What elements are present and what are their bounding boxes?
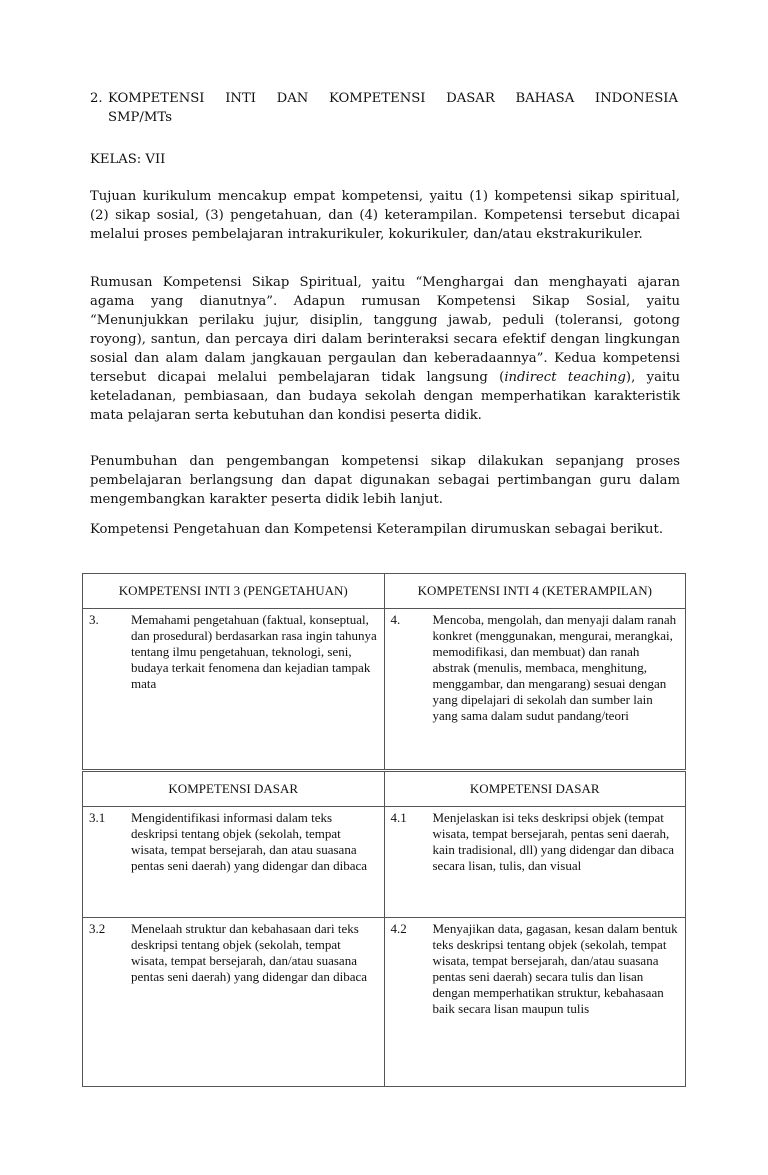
table-header-kd-right: KOMPETENSI DASAR — [384, 772, 686, 807]
paragraph-text: ), yaitu keteladanan, pembiasaan, dan budaya sekolah dengan memperhatikan karakteristik mata pelajaran serta kebutuhan dan kondisi peserta didik. — [90, 370, 680, 423]
item-text: Mengidentifikasi informasi dalam teks deskripsi tentang objek (sekolah, tempat wisata, tempat bersejarah, dan atau suasana pentas seni daerah) yang didengar dan dibaca — [131, 810, 368, 873]
table-header-ki3: KOMPETENSI INTI 3 (PENGETAHUAN) — [83, 574, 385, 609]
item-number: 4.2 — [390, 921, 407, 936]
item-number: 3.1 — [89, 810, 106, 825]
item-text: Menelaah struktur dan kebahasaan dari teks deskripsi tentang objek (sekolah, tempat wisata, tempat bersejarah, dan/atau suasana pentas seni daerah) yang didengar dan dibaca — [131, 921, 368, 984]
paragraph-intro-table: Kompetensi Pengetahuan dan Kompetensi Keterampilan dirumuskan sebagai berikut. — [90, 522, 664, 537]
item-number: 4.1 — [390, 810, 407, 825]
table-cell-kd-3-2 — [83, 918, 385, 1087]
paragraph-attitude-competence — [90, 273, 680, 425]
item-text: Menyajikan data, gagasan, kesan dalam bentuk teks deskripsi tentang objek (sekolah, tempat wisata, tempat bersejarah, dan/atau suasana pentas seni daerah) secara tulis dan lisan dengan memperhatikan struktur, kebahasaan baik secara lisan maupun tulis — [432, 921, 678, 1016]
paragraph-curriculum-goals: Tujuan kurikulum mencakup empat kompetensi, yaitu (1) kompetensi sikap spiritual, (2) sikap sosial, (3) pengetahuan, dan (4) keterampilan. Kompetensi tersebut dicapai melalui proses pembelajaran intrakurikuler, kokurikuler, dan/atau ekstrakurikuler. — [90, 189, 680, 242]
class-label: KELAS: VII — [90, 152, 166, 167]
italic-term: indirect teaching — [504, 370, 626, 385]
paragraph-attitude-development: Penumbuhan dan pengembangan kompetensi sikap dilakukan sepanjang proses pembelajaran berlangsung dan dapat digunakan sebagai pertimbangan guru dalam mengembangkan karakter peserta didik lebih lanjut. — [90, 454, 680, 507]
item-number: 4. — [390, 612, 401, 627]
item-number: 3. — [89, 612, 99, 627]
item-text: Menjelaskan isi teks deskripsi objek (tempat wisata, tempat bersejarah, pentas seni daerah, kain tradisional, dll) yang didengar dan dibaca secara lisan, tulis, dan visual — [432, 810, 675, 873]
section-title-line2: SMP/MTs — [108, 110, 172, 125]
section-number: 2. — [90, 91, 103, 106]
table-cell-ki3 — [83, 609, 385, 770]
basic-competence-table — [82, 771, 686, 1087]
item-number: 3.2 — [89, 921, 106, 936]
section-title-line1: KOMPETENSI INTI DAN KOMPETENSI DASAR BAHASA INDONESIA — [108, 91, 678, 106]
table-header-ki4: KOMPETENSI INTI 4 (KETERAMPILAN) — [384, 574, 686, 609]
table-header-kd-left: KOMPETENSI DASAR — [83, 772, 385, 807]
core-competence-table — [82, 573, 686, 770]
section-heading — [90, 89, 680, 127]
table-cell-kd-3-1 — [83, 807, 385, 918]
item-text: Memahami pengetahuan (faktual, konseptual, dan prosedural) berdasarkan rasa ingin tahunya tentang ilmu pengetahuan, teknologi, seni, budaya terkait fenomena dan kejadian tampak mata — [131, 612, 377, 691]
table-cell-kd-4-2 — [384, 918, 686, 1087]
table-cell-ki4 — [384, 609, 686, 770]
table-cell-kd-4-1 — [384, 807, 686, 918]
paragraph-text: Rumusan Kompetensi Sikap Spiritual, yaitu “Menghargai dan menghayati ajaran agama yang dianutnya”. Adapun rumusan Kompetensi Sikap Sosial, yaitu “Menunjukkan perilaku jujur, disiplin, tanggung jawab, peduli (toleransi, gotong royong), santun, dan percaya diri dalam berinteraksi secara efektif dengan lingkungan sosial dan alam dalam jangkauan pergaulan dan keberadaannya”. Kedua kompetensi tersebut dicapai melalui pembelajaran tidak langsung ( — [90, 275, 680, 385]
item-text: Mencoba, mengolah, dan menyaji dalam ranah konkret (menggunakan, mengurai, merangkai, memodifikasi, dan membuat) dan ranah abstrak (menulis, membaca, menghitung, menggambar, dan mengarang) sesuai dengan yang dipelajari di sekolah dan sumber lain yang sama dalam sudut pandang/teori — [432, 612, 677, 723]
